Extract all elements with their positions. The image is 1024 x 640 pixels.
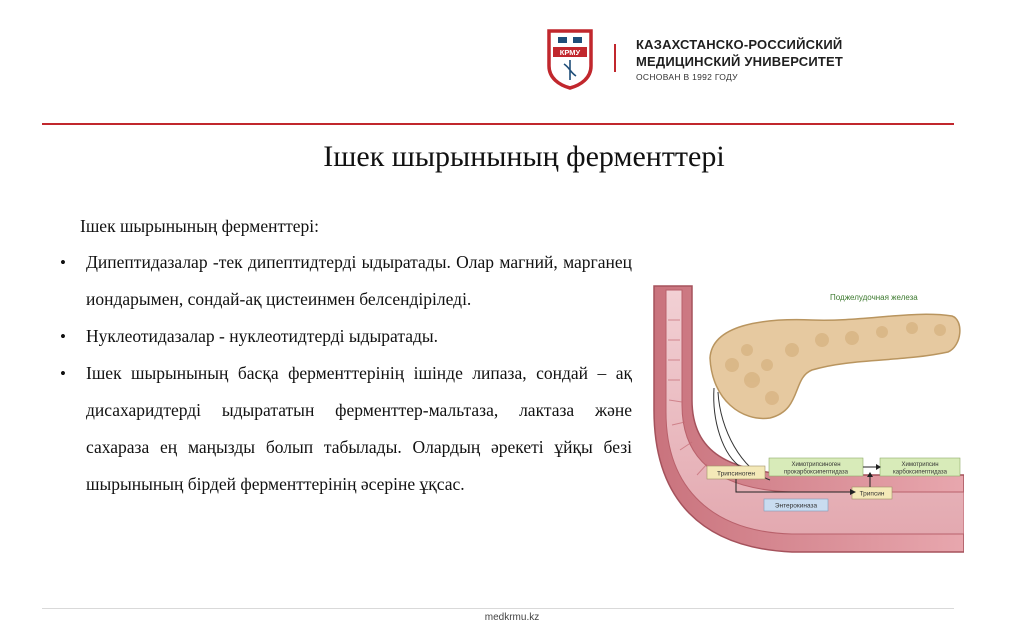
- chymotrypsin-line1: Химотрипсин: [901, 462, 939, 468]
- org-founded: ОСНОВАН В 1992 ГОДУ: [636, 72, 738, 82]
- chymotrypsinogen-line2: прокарбоксипептидаза: [784, 469, 848, 476]
- bottom-rule: [42, 608, 954, 609]
- org-name: [636, 36, 843, 70]
- chymotrypsin-line2: карбоксипептидаза: [892, 469, 948, 476]
- footer-site: medkrmu.kz: [484, 612, 540, 623]
- intro-text: Ішек шырынының ферменттері:: [80, 216, 320, 236]
- logo-text: КРМУ: [559, 48, 581, 57]
- bullet-item: • Нуклеотидазалар - нуклеотидтерді ыдыратады.: [60, 318, 632, 355]
- trypsinogen-label: Трипсиноген: [717, 470, 755, 478]
- university-logo: [545, 28, 595, 90]
- org-name-line1: КАЗАХСТАНСКО-РОССИЙСКИЙ: [636, 37, 843, 52]
- pancreas-label: Поджелудочная железа: [830, 293, 918, 302]
- bullet-item: • Дипептидазалар -тек дипептидтерді ыдыратады. Олар магний, марганец иондарымен, сондай-ақ цистеинмен белсендіріледі.: [60, 244, 632, 318]
- slide-title: Ішек шырынының ферменттері: [323, 140, 725, 173]
- top-rule: [42, 123, 954, 125]
- digestion-illustration: [652, 280, 964, 555]
- bullet-list: [60, 244, 632, 503]
- enterokinase-label: Энтерокиназа: [774, 502, 818, 510]
- trypsin-label: Трипсин: [859, 490, 885, 498]
- slide-content: [60, 208, 632, 503]
- pancreas-shape: [710, 314, 960, 418]
- logo-divider: [614, 44, 616, 72]
- chymotrypsinogen-line1: Химотрипсиноген: [791, 462, 841, 468]
- bullet-item: • Ішек шырынының басқа ферменттерінің ішінде липаза, сондай – ақ дисахаридтерді ыдырататын ферменттер-мальтаза, лактаза және сахараза ең маңызды болып табылады. Олардың әрекеті ұйқы безі шырынының бірдей ферменттерінің әсеріне ұқсас.: [60, 355, 632, 503]
- org-name-line2: МЕДИЦИНСКИЙ УНИВЕРСИТЕТ: [636, 54, 844, 69]
